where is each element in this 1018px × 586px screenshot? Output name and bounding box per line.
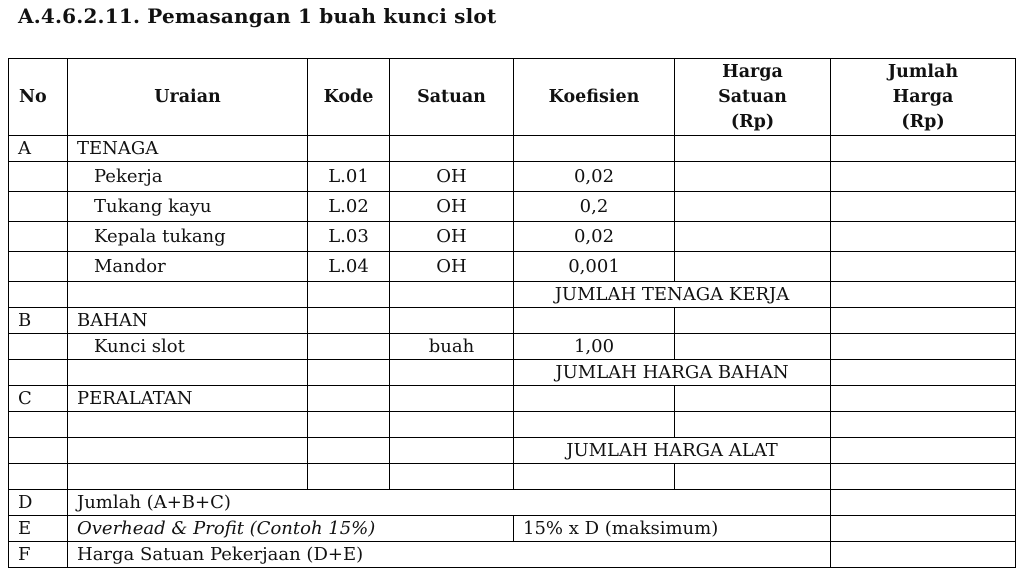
subtotal-row-bahan xyxy=(9,360,1016,386)
summary-formula: 15% x D (maksimum) xyxy=(514,516,831,542)
header-jumlah-harga xyxy=(831,59,1016,136)
section-row-tenaga xyxy=(9,136,1016,162)
satuan-cell: OH xyxy=(390,222,514,252)
header-satuan: Satuan xyxy=(390,59,514,136)
uraian-cell: Pekerja xyxy=(68,162,308,192)
header-uraian: Uraian xyxy=(68,59,308,136)
kode-cell: L.02 xyxy=(308,192,390,222)
header-no: No xyxy=(9,59,68,136)
uraian-cell: Kepala tukang xyxy=(68,222,308,252)
header-kode: Kode xyxy=(308,59,390,136)
section-row-bahan xyxy=(9,308,1016,334)
ahsp-table xyxy=(8,58,1016,568)
table-row xyxy=(9,334,1016,360)
summary-letter: E xyxy=(9,516,68,542)
koefisien-cell: 0,2 xyxy=(514,192,675,222)
kode-cell: L.04 xyxy=(308,252,390,282)
empty-row xyxy=(9,412,1016,438)
subtotal-label: JUMLAH TENAGA KERJA xyxy=(514,282,831,308)
koefisien-cell: 0,001 xyxy=(514,252,675,282)
empty-row xyxy=(9,464,1016,490)
table-row xyxy=(9,222,1016,252)
subtotal-label: JUMLAH HARGA BAHAN xyxy=(514,360,831,386)
section-label: TENAGA xyxy=(68,136,308,162)
header-koefisien: Koefisien xyxy=(514,59,675,136)
section-letter: A xyxy=(9,136,68,162)
summary-row-f xyxy=(9,542,1016,568)
header-harga-satuan-line: Harga xyxy=(722,61,783,82)
section-label: PERALATAN xyxy=(68,386,308,412)
section-letter: B xyxy=(9,308,68,334)
section-letter: C xyxy=(9,386,68,412)
section-row-peralatan xyxy=(9,386,1016,412)
header-jumlah-harga-line: Harga xyxy=(892,86,954,107)
satuan-cell: OH xyxy=(390,252,514,282)
summary-label: Jumlah (A+B+C) xyxy=(68,490,831,516)
summary-letter: F xyxy=(9,542,68,568)
satuan-cell: OH xyxy=(390,162,514,192)
header-row xyxy=(9,59,1016,136)
koefisien-cell: 0,02 xyxy=(514,222,675,252)
header-harga-satuan-line: (Rp) xyxy=(730,111,775,132)
satuan-cell: buah xyxy=(390,334,514,360)
koefisien-cell: 1,00 xyxy=(514,334,675,360)
uraian-cell: Tukang kayu xyxy=(68,192,308,222)
section-label: BAHAN xyxy=(68,308,308,334)
uraian-cell: Kunci slot xyxy=(68,334,308,360)
header-harga-satuan xyxy=(675,59,831,136)
header-jumlah-harga-line: Jumlah xyxy=(887,61,959,82)
summary-label: Overhead & Profit (Contoh 15%) xyxy=(68,516,514,542)
kode-cell: L.03 xyxy=(308,222,390,252)
uraian-cell: Mandor xyxy=(68,252,308,282)
satuan-cell: OH xyxy=(390,192,514,222)
subtotal-row-tenaga xyxy=(9,282,1016,308)
table-row xyxy=(9,192,1016,222)
summary-row-d xyxy=(9,490,1016,516)
header-harga-satuan-line: Satuan xyxy=(718,86,787,107)
subtotal-row-peralatan xyxy=(9,438,1016,464)
summary-row-e xyxy=(9,516,1016,542)
summary-label: Harga Satuan Pekerjaan (D+E) xyxy=(68,542,831,568)
koefisien-cell: 0,02 xyxy=(514,162,675,192)
table-row xyxy=(9,162,1016,192)
subtotal-label: JUMLAH HARGA ALAT xyxy=(514,438,831,464)
header-jumlah-harga-line: (Rp) xyxy=(901,111,945,132)
kode-cell xyxy=(308,334,390,360)
kode-cell: L.01 xyxy=(308,162,390,192)
table-row xyxy=(9,252,1016,282)
summary-letter: D xyxy=(9,490,68,516)
page-title: A.4.6.2.11. Pemasangan 1 buah kunci slot xyxy=(18,4,497,28)
